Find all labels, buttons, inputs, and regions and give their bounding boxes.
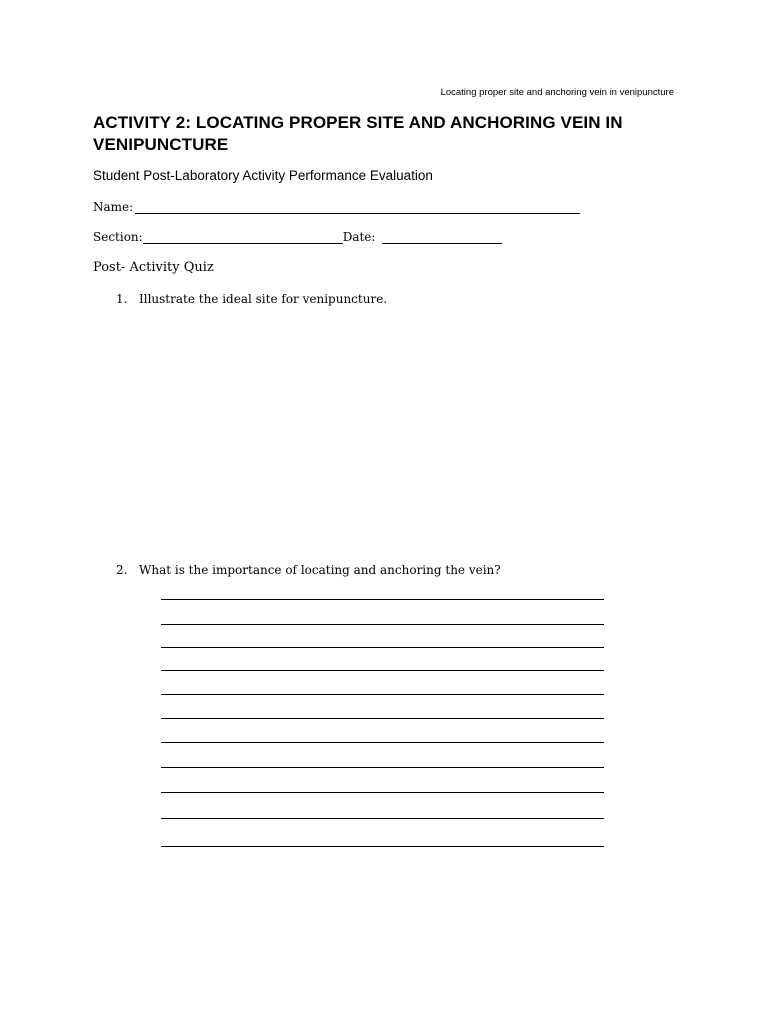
name-label: Name: — [93, 200, 134, 214]
question-number: 1. — [116, 292, 128, 306]
section-date-row — [93, 230, 502, 244]
page-subtitle: Student Post-Laboratory Activity Performance Evaluation — [93, 168, 433, 183]
section-blank[interactable] — [143, 231, 343, 244]
question-text: What is the importance of locating and anchoring the vein? — [139, 563, 501, 577]
answer-line[interactable] — [161, 647, 604, 648]
date-blank[interactable] — [382, 231, 502, 244]
section-label: Section: — [93, 230, 143, 244]
answer-line[interactable] — [161, 694, 604, 695]
question-text: Illustrate the ideal site for venipuncture. — [139, 292, 388, 306]
question-1 — [116, 292, 387, 306]
answer-line[interactable] — [161, 624, 604, 625]
answer-line[interactable] — [161, 599, 604, 600]
name-blank[interactable] — [135, 201, 580, 214]
answer-line[interactable] — [161, 818, 604, 819]
question-2 — [116, 563, 501, 577]
answer-line[interactable] — [161, 670, 604, 671]
date-label: Date: — [342, 230, 376, 244]
page-title: ACTIVITY 2: LOCATING PROPER SITE AND ANCHORING VEIN IN VENIPUNCTURE — [93, 113, 623, 154]
answer-line[interactable] — [161, 767, 604, 768]
answer-line[interactable] — [161, 742, 604, 743]
question-number: 2. — [116, 563, 128, 577]
answer-line[interactable] — [161, 792, 604, 793]
answer-line[interactable] — [161, 718, 604, 719]
answer-line[interactable] — [161, 846, 604, 847]
name-row — [93, 200, 580, 214]
quiz-heading: Post- Activity Quiz — [93, 260, 214, 275]
running-header: Locating proper site and anchoring vein in venipuncture — [440, 87, 674, 98]
